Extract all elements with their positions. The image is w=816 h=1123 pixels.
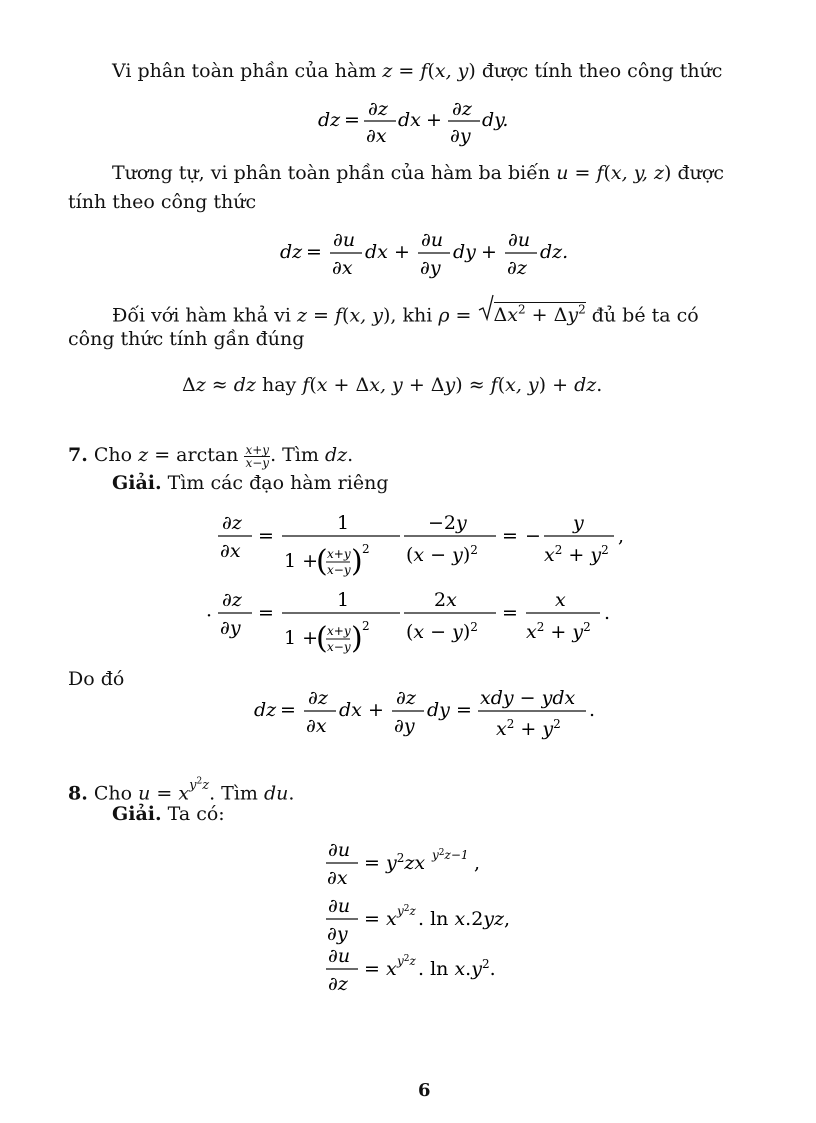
svg-text:∂x: ∂x — [366, 125, 387, 147]
svg-text:dz: dz — [280, 241, 303, 263]
problem-7-solution-text: Tìm các đạo hàm riêng — [167, 472, 389, 494]
equation-total-differential-3var — [278, 222, 578, 282]
equation-partial-z-x — [210, 505, 650, 585]
problem-8-statement: 8. Cho $u = x^{y^2z}$. Tìm du. — [68, 777, 295, 805]
svg-text:(x − y)2: $(x - y)^2$ — [406, 543, 478, 566]
svg-text:∂y: ∂y — [450, 125, 471, 147]
svg-text:dz.: dz. — [540, 241, 569, 263]
svg-text:x−y: x−y — [327, 563, 351, 577]
svg-text:,: , — [618, 525, 625, 547]
equation-total-differential-2var — [316, 92, 536, 150]
svg-text:∂y: ∂y — [420, 257, 441, 279]
svg-text:=: = — [258, 525, 274, 547]
problem-7-solution-label: Giải. — [112, 472, 162, 494]
svg-text:∂y: ∂y — [220, 617, 241, 639]
svg-text:∂z: ∂z — [222, 589, 242, 611]
equation-partial-u-y — [322, 890, 562, 946]
svg-text:∂x: ∂x — [327, 867, 348, 889]
svg-text:.: . — [589, 699, 596, 721]
svg-text:=: = — [280, 699, 296, 721]
svg-text:x−y: x−y — [327, 640, 351, 654]
problem-8-solution-intro — [112, 799, 225, 829]
svg-text:): ) — [351, 621, 363, 656]
svg-text:y: y — [573, 512, 584, 534]
equation-dz-result — [252, 680, 612, 740]
svg-text:=: = — [344, 109, 360, 131]
svg-text:dy: dy — [427, 699, 450, 721]
svg-text:∂x: ∂x — [220, 540, 241, 562]
svg-text:2: 2 — [362, 619, 370, 633]
svg-text:dy: dy — [453, 241, 476, 263]
problem-7-number: 7. — [68, 444, 88, 466]
svg-text:(: ( — [316, 621, 328, 656]
svg-text:(: ( — [316, 544, 328, 579]
svg-text:x+y: x+y — [327, 547, 351, 561]
svg-text:xdy − ydx: xdy − ydx — [480, 687, 576, 709]
svg-text:y2z: $y^2z$ — [397, 954, 416, 968]
svg-text:=: = — [306, 241, 322, 263]
equation-partial-u-x — [322, 834, 542, 890]
svg-text:=: = — [364, 852, 380, 874]
svg-text:∂z: ∂z — [222, 512, 242, 534]
svg-text:y2zx: $y^2zx$ — [386, 851, 426, 874]
problem-7-statement: 7. Cho z = arctan $\frac{x+y}{x-y}$ . Tìm dz. — [68, 442, 354, 470]
problem-7-solution-intro — [112, 468, 389, 498]
svg-text:∂u: ∂u — [508, 229, 531, 251]
problem-8-number: 8. — [68, 782, 88, 805]
page-number: 6 — [418, 1080, 431, 1101]
svg-text:x: x — [386, 958, 397, 980]
svg-text:∂z: ∂z — [396, 687, 416, 709]
svg-text:dz: dz — [254, 699, 277, 721]
svg-text:=: = — [456, 699, 472, 721]
svg-text:dx: dx — [365, 241, 388, 263]
svg-text:.: . — [604, 602, 611, 624]
svg-text:∂u: ∂u — [328, 945, 351, 967]
svg-text:2: 2 — [362, 542, 370, 556]
svg-text:∂z: ∂z — [452, 98, 472, 120]
svg-text:1: 1 — [337, 512, 350, 534]
svg-text:dy.: dy. — [482, 109, 509, 131]
equation-partial-u-z — [322, 940, 562, 996]
svg-text:·: · — [206, 605, 213, 627]
svg-text:dx: dx — [398, 109, 421, 131]
svg-text:∂z: ∂z — [328, 973, 348, 995]
svg-text:=: = — [502, 525, 518, 547]
svg-text:+: + — [368, 699, 384, 721]
problem-7-conclusion-label: Do đó — [68, 668, 125, 690]
svg-text:): ) — [351, 544, 363, 579]
svg-text:dz: dz — [318, 109, 341, 131]
problem-8-solution-label: Giải. — [112, 803, 162, 825]
svg-text:∂y: ∂y — [394, 715, 415, 737]
svg-text:. ln x.y2.: . $\ln x.y^2$. — [418, 957, 496, 980]
svg-text:. ln x.2yz,: . ln x.2yz, — [418, 908, 511, 930]
svg-text:∂y: ∂y — [327, 923, 348, 945]
svg-text:=: = — [364, 958, 380, 980]
intro-paragraph-3-line-1: Đối với hàm khả vi z = f(x, y), khi ρ = $\Delta x^2 + \Delta y^2$ đủ bé ta có — [112, 295, 699, 330]
svg-text:2x: 2x — [434, 589, 457, 611]
svg-text:+: + — [426, 109, 442, 131]
svg-text:−2y: −2y — [428, 512, 467, 534]
svg-text:∂x: ∂x — [332, 257, 353, 279]
svg-text:y2z−1: $y^2z-1$ — [432, 848, 469, 862]
svg-text:,: , — [474, 852, 481, 874]
svg-text:∂x: ∂x — [306, 715, 327, 737]
svg-text:y2z: $y^2z$ — [397, 904, 416, 918]
svg-text:x: x — [555, 589, 566, 611]
svg-text:1: 1 — [337, 589, 350, 611]
equation-partial-z-y — [202, 578, 642, 662]
svg-text:1 +: 1 + — [284, 550, 319, 572]
svg-text:x2 + y2: $x^2 + y^2$ — [526, 620, 591, 643]
svg-text:x+y: x+y — [327, 624, 351, 638]
problem-8-solution-text: Ta có: — [167, 803, 225, 825]
svg-text:∂z: ∂z — [308, 687, 328, 709]
svg-text:∂u: ∂u — [328, 839, 351, 861]
intro-paragraph-2-line-2: tính theo công thức — [68, 191, 257, 213]
svg-text:=: = — [258, 602, 274, 624]
svg-text:∂z: ∂z — [368, 98, 388, 120]
intro-paragraph-1: Vi phân toàn phần của hàm z = f(x, y) được tính theo công thức — [112, 60, 723, 82]
svg-text:+: + — [481, 241, 497, 263]
intro-paragraph-2-line-1: Tương tự, vi phân toàn phần của hàm ba biến u = f(x, y, z) được — [112, 162, 724, 184]
svg-text:∂u: ∂u — [421, 229, 444, 251]
svg-text:∂u: ∂u — [328, 895, 351, 917]
svg-text:x2 + y2: $x^2 + y^2$ — [496, 717, 561, 740]
svg-text:+: + — [394, 241, 410, 263]
svg-text:dx: dx — [339, 699, 362, 721]
svg-text:x: x — [386, 908, 397, 930]
svg-text:∂u: ∂u — [333, 229, 356, 251]
svg-text:1 +: 1 + — [284, 627, 319, 649]
svg-text:−: − — [525, 525, 541, 547]
svg-text:=: = — [364, 908, 380, 930]
svg-text:(x − y)2: $(x - y)^2$ — [406, 620, 478, 643]
svg-text:x2 + y2: $x^2 + y^2$ — [544, 543, 609, 566]
intro-paragraph-3-line-2: công thức tính gần đúng — [68, 328, 305, 350]
equation-approximation: Δz ≈ dz hay f(x + Δx, y + Δy) ≈ f(x, y) + dz. — [182, 374, 603, 396]
svg-text:∂z: ∂z — [507, 257, 527, 279]
svg-text:=: = — [502, 602, 518, 624]
